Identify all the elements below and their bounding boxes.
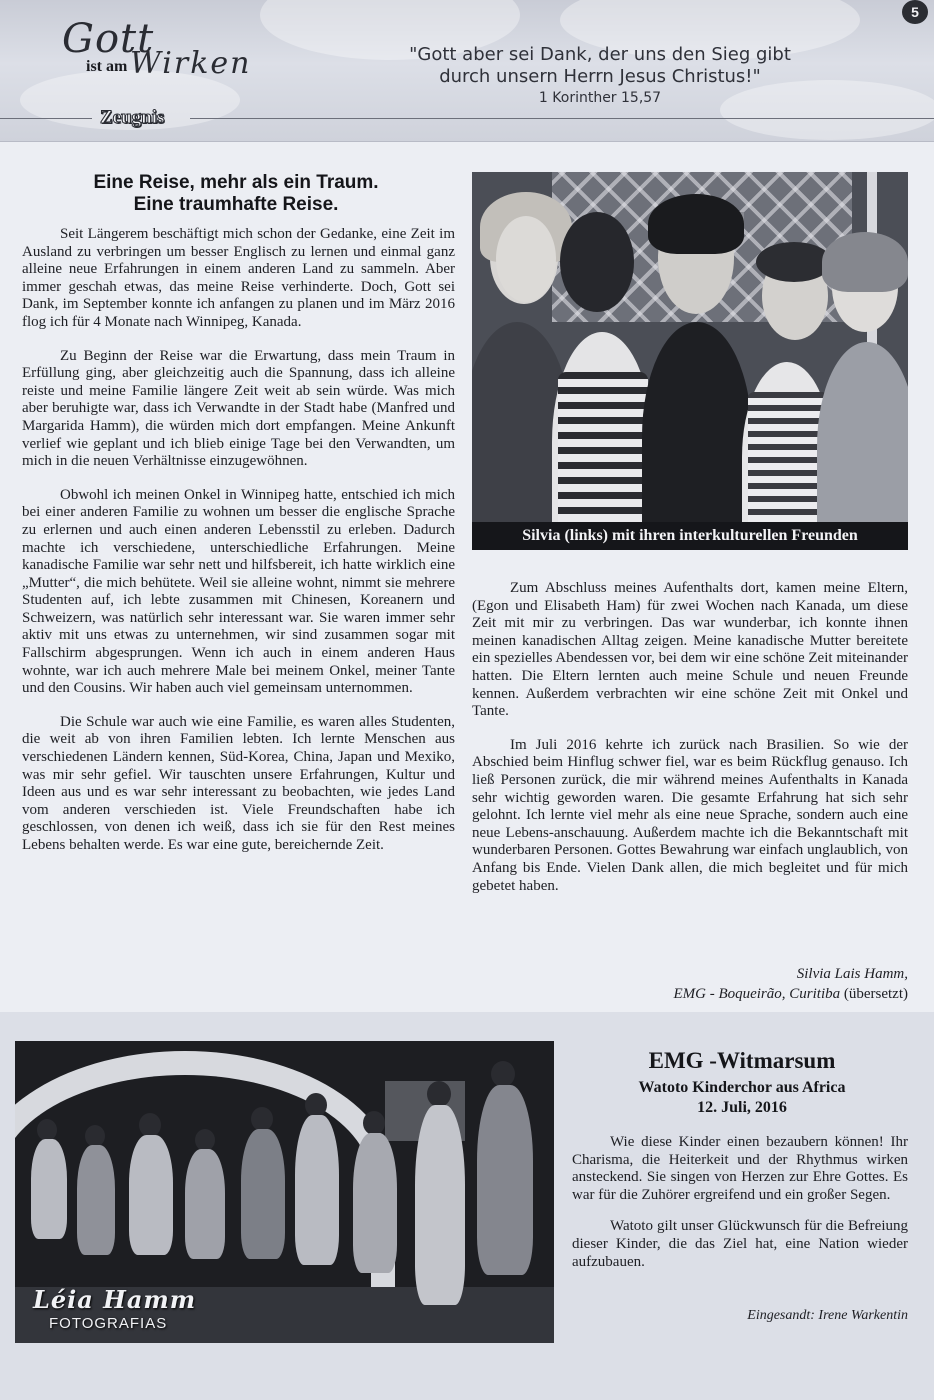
friends-photo-caption: Silvia (links) mit ihren interkulturellen Freunden (472, 522, 908, 550)
photographer-watermark-sub: FOTOGRAFIAS (49, 1315, 168, 1332)
child-figure (295, 1115, 339, 1265)
child-figure (353, 1133, 397, 1273)
article-title-line-2: Eine traumhafte Reise. (133, 194, 339, 215)
event-sent-by: Eingesandt: Irene Warkentin (747, 1308, 908, 1323)
event-subtitle (572, 1078, 912, 1118)
page-number: 5 (902, 0, 928, 24)
child-figure (31, 1139, 67, 1239)
child-figure (415, 1105, 465, 1305)
section-label: Zeugnis (100, 107, 165, 128)
child-figure (477, 1085, 533, 1275)
article-column-left (22, 226, 455, 855)
verse-line-2: durch unsern Herrn Jesus Christus!" (439, 66, 761, 87)
article-signature (472, 964, 908, 1004)
article-title-line-1: Eine Reise, mehr als ein Traum. (93, 172, 379, 193)
article-column-right (472, 580, 908, 895)
header-rule-right (190, 118, 934, 119)
friends-photo (472, 172, 908, 550)
article-paragraph: Zum Abschluss meines Aufenthalts dort, kamen meine Eltern, (Egon und Elisabeth Ham) für zwei Wochen nach Kanada, um diese Zeit mit mir zu verbringen. Das war wunderbar, ich konnte ihnen meinen kanadischen Alltag zeigen. Meine kanadische Mutter bereitete ein spezielles Abendessen vor, bei dem wir eine schöne Zeit miteinander hatten. Die Eltern lernten auch meine Schule und neuen Freunde kennen. Außerdem verbrachten wir eine schöne Zeit mit Onkel und Tante. (472, 580, 908, 720)
logo-wirken: Wirken (130, 46, 252, 81)
event-title: EMG -Witmarsum (648, 1048, 836, 1073)
event-paragraph: Wie diese Kinder einen bezaubern können! Ihr Charisma, die Heiterkeit und der Rhythmus wirken ansteckend. Sie singen von Herzen zur Ehre Gottes. Es war für die Zuhörer ergreifend und ein großer Segen. (572, 1134, 908, 1203)
header-rule-left (0, 118, 92, 119)
article-title (22, 172, 450, 216)
article-paragraph: Zu Beginn der Reise war die Erwartung, dass mein Traum in Erfüllung ging, aber gleichzeitig auch die Spannung, dass ich alleine reiste und meine Familie längere Zeit weit ab sein würde. Was mich aber beruhigte war, dass ich Verwandte in der Stadt habe (Manfred und Margarida Hamm), die würden mich dort empfangen. Meine Ankunft verlief wie geplant und ich blieb einige Tage bei den Verwandten, um mich in die neuen Verhältnisse einzugewöhnen. (22, 347, 455, 470)
signature-note: (übersetzt) (843, 986, 908, 1002)
child-figure (185, 1149, 225, 1259)
person-silhouette (642, 322, 752, 550)
verse-line-1: "Gott aber sei Dank, der uns den Sieg gibt (409, 44, 791, 65)
page-header (0, 0, 934, 142)
person-silhouette (817, 342, 908, 550)
article-paragraph: Seit Längerem beschäftigt mich schon der Gedanke, eine Zeit im Ausland zu verbringen um besser Englisch zu lernen und einmal ganz alleine neue Erfahrungen in einem anderen Land zu sammeln. Aber immer geschah etwas, das meine Reise verhinderte. Doch, Gott sei Dank, im September konnte ich anfangen zu planen und im März 2016 flog ich für 4 Monate nach Winnipeg, Kanada. (22, 226, 455, 330)
article-paragraph: Die Schule war auch wie eine Familie, es waren alles Studenten, die weit ab von ihren Familien lebten. Ich lernte Menschen aus verschiedenen Ländern kennen, Süd-Korea, China, Japan und Mexiko, was mir sehr gefiel. Wir tauschten unsere Erfahrungen, Kultur und Ideen aus und es war sehr interessant zu beobachten, wie jedes Land vom anderen verschieden ist. Viele Freundschaften habe ich geschlossen, von denen ich weiß, dass ich sie für den Rest meines Lebens behalten werde. Es war eine gute, bereichernde Zeit. (22, 713, 455, 853)
logo-gott: Gott (62, 16, 155, 62)
event-paragraph: Watoto gilt unser Glückwunsch für die Befreiung dieser Kinder, die das Ziel hat, eine Nation wieder aufzubauen. (572, 1218, 908, 1270)
event-text (572, 1134, 908, 1271)
signature-place: EMG - Boqueirão, Curitiba (673, 986, 841, 1002)
verse-reference: 1 Korinther 15,57 (538, 90, 662, 106)
child-figure (129, 1135, 173, 1255)
event-subtitle-line: Watoto Kinderchor aus Africa (638, 1079, 846, 1096)
event-date: 12. Juli, 2016 (697, 1099, 787, 1116)
article-paragraph: Obwohl ich meinen Onkel in Winnipeg hatte, entschied ich mich bei einer anderen Familie zu wohnen um besser die englische Sprache zu erlernen und auch einen anderen Lebensstil zu erleben. Dadurch machte ich verschiedene, unterschiedliche Erfahrungen. Meine kanadische Familie war sehr nett und hilfsbereit, ich hatte wirklich eine „Mutter“, die mich behütete. Weil sie alleine wohnt, nimmt sie mehrere Studenten auf, ich lebte zusammen mit Chinesen, Koreanern und Schweizern, was natürlich sehr interessant war. Sie waren immer sehr aktiv mit uns etwas zu unternehmen, wir sind zusammen sogar mit Fallschirm abgesprungen. Wenn ich auch in einem anderen Haus wohnte, war ich auch mehrere Male bei meinem Onkel, meiner Tante und den Cousins. Wir haben auch viel gemeinsam unternommen. (22, 486, 455, 697)
person-face (560, 212, 634, 312)
signature-name: Silvia Lais Hamm, (796, 966, 908, 982)
child-figure (77, 1145, 115, 1255)
logo-ist-am: ist am (86, 58, 128, 75)
choir-photo (15, 1041, 554, 1343)
bible-verse (360, 44, 840, 88)
article-paragraph: Im Juli 2016 kehrte ich zurück nach Brasilien. So wie der Abschied beim Hinflug schwer fiel, war es beim Rückflug genauso. Ich ließ Personen zurück, die mir während meines Aufenthalts in Kanada sehr wichtig geworden waren. Die gesamte Erfahrung hat sich sehr gelohnt. Ich lernte viel mehr als eine neue Sprache, sondern auch eine neue Lebens-anschauung. Außerdem machte ich die Bekanntschaft mit wunderbaren Personen. Gottes Bewahrung war einfach unglaublich, von Anfang bis Ende. Vielen Dank allen, die mich begleitet und für mich gebetet haben. (472, 736, 908, 894)
photographer-watermark: Léia Hamm (33, 1285, 197, 1314)
child-figure (241, 1129, 285, 1259)
